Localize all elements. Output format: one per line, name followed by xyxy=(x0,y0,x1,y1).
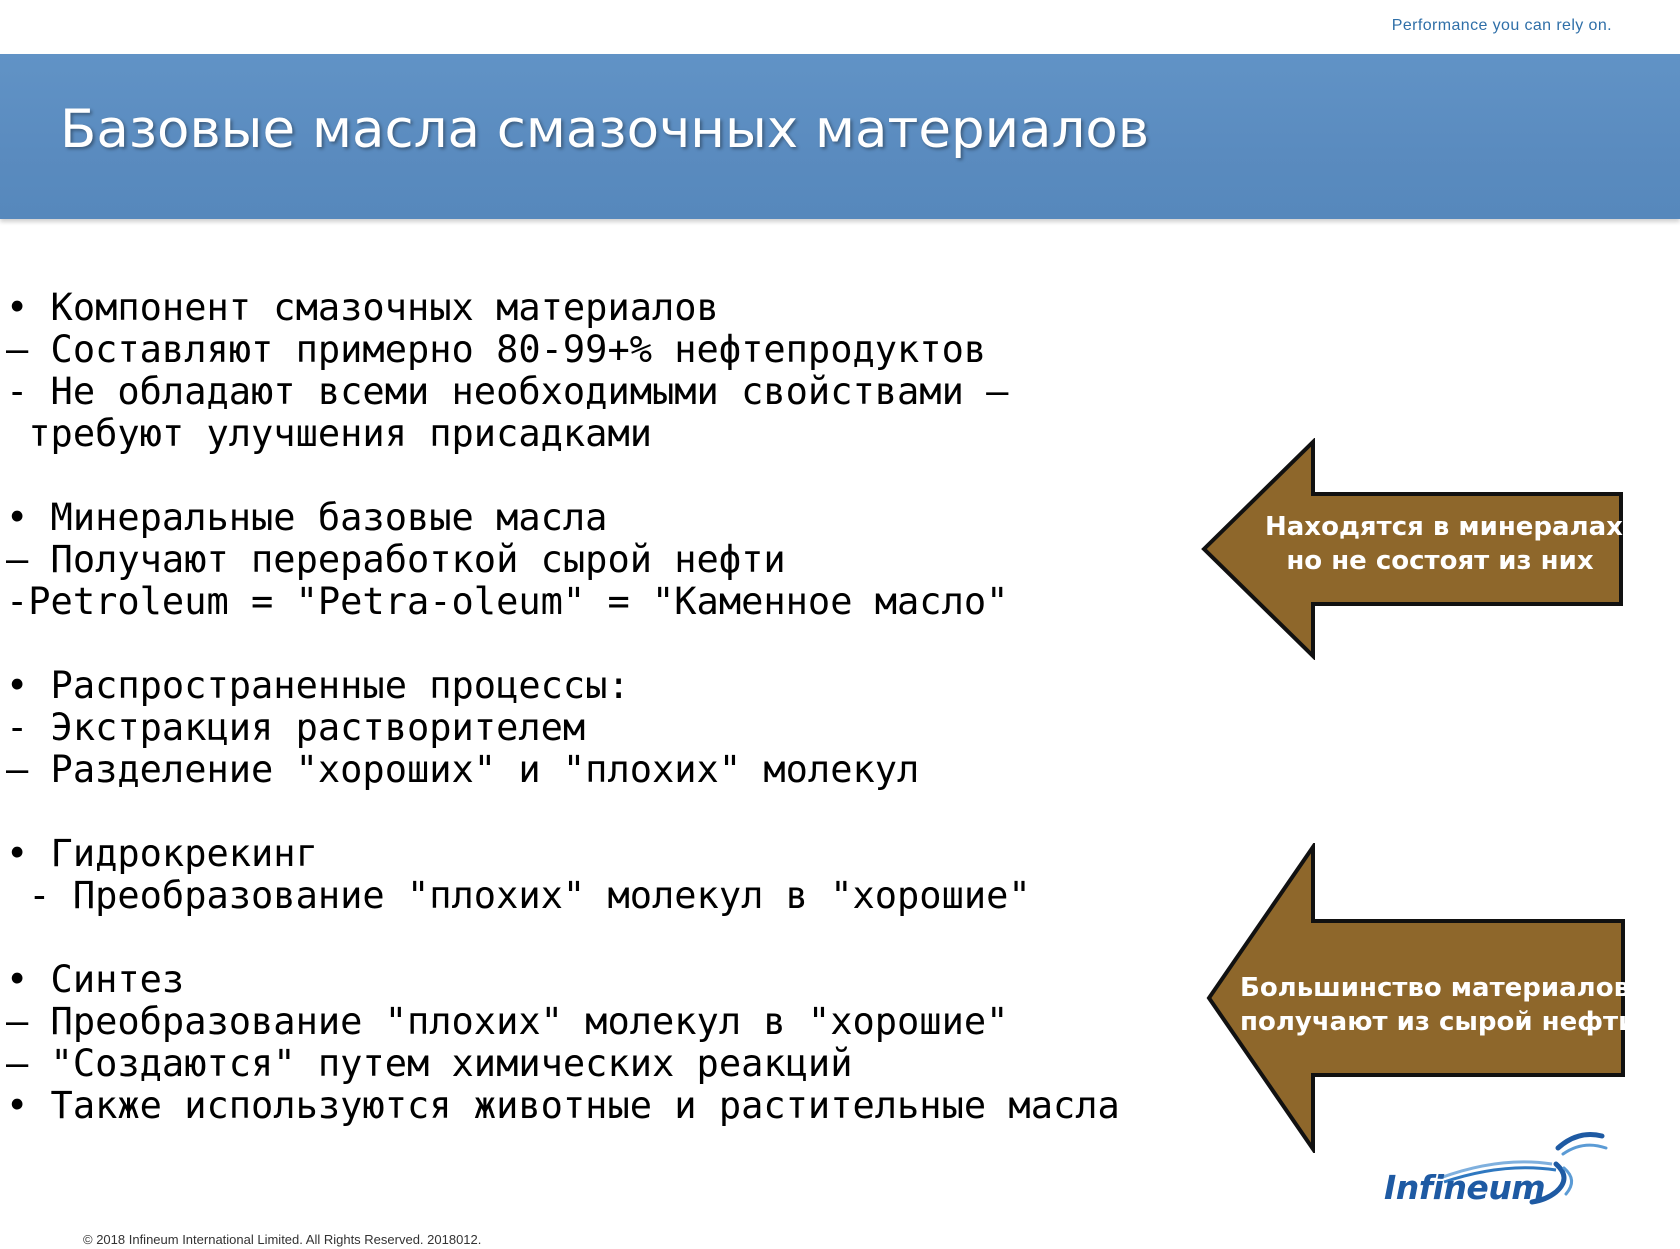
callout-text xyxy=(1265,510,1623,578)
title-band xyxy=(0,54,1680,219)
spacer xyxy=(6,791,1120,833)
callout-line: Большинство материалов xyxy=(1240,973,1631,1003)
bullet-line: – Преобразование "плохих" молекул в "хорошие" xyxy=(6,1000,1009,1043)
bullet-line: • Компонент смазочных материалов xyxy=(6,286,719,329)
bullet-line: – Получают переработкой сырой нефти xyxy=(6,538,786,581)
bullet-line: • Минеральные базовые масла xyxy=(6,496,608,539)
spacer xyxy=(6,917,1120,959)
copyright-notice: © 2018 Infineum International Limited. All Rights Reserved. 2018012. xyxy=(83,1232,482,1247)
spacer xyxy=(6,623,1120,665)
slide-title: Базовые масла смазочных материалов xyxy=(60,99,1150,160)
bullet-line: • Гидрокрекинг xyxy=(6,832,318,875)
callout-line: получают из сырой нефти xyxy=(1240,1007,1637,1037)
logo-wordmark: Infineum xyxy=(1384,1168,1546,1207)
bullet-line: -Petroleum = "Petra-oleum" = "Каменное масло" xyxy=(6,580,1009,623)
bullet-line: • Синтез xyxy=(6,958,185,1001)
callout-arrow-minerals xyxy=(1200,438,1625,660)
tagline: Performance you can rely on. xyxy=(1391,17,1612,34)
bullet-list xyxy=(6,287,1120,1127)
bullet-line: - Экстракция растворителем xyxy=(6,706,586,749)
bullet-line: - Преобразование "плохих" молекул в "хорошие" xyxy=(6,874,1031,917)
bullet-line: – "Создаются" путем химических реакций xyxy=(6,1042,853,1085)
spacer xyxy=(6,455,1120,497)
bullet-line: • Также используются животные и растительные масла xyxy=(6,1084,1120,1127)
callout-arrow-crude-oil xyxy=(1205,843,1637,1153)
infineum-logo xyxy=(1380,1128,1620,1208)
bullet-line: требуют улучшения присадками xyxy=(6,412,653,455)
callout-line: Находятся в минералах xyxy=(1265,512,1623,542)
callout-line: но не состоят из них xyxy=(1286,546,1594,576)
bullet-line: • Распространенные процессы: xyxy=(6,664,630,707)
bullet-line: – Составляют примерно 80-99+% нефтепродуктов xyxy=(6,328,987,371)
callout-text xyxy=(1240,971,1637,1039)
bullet-line: – Разделение "хороших" и "плохих" молекул xyxy=(6,748,920,791)
bullet-line: - Не обладают всеми необходимыми свойствами – xyxy=(6,370,1009,413)
